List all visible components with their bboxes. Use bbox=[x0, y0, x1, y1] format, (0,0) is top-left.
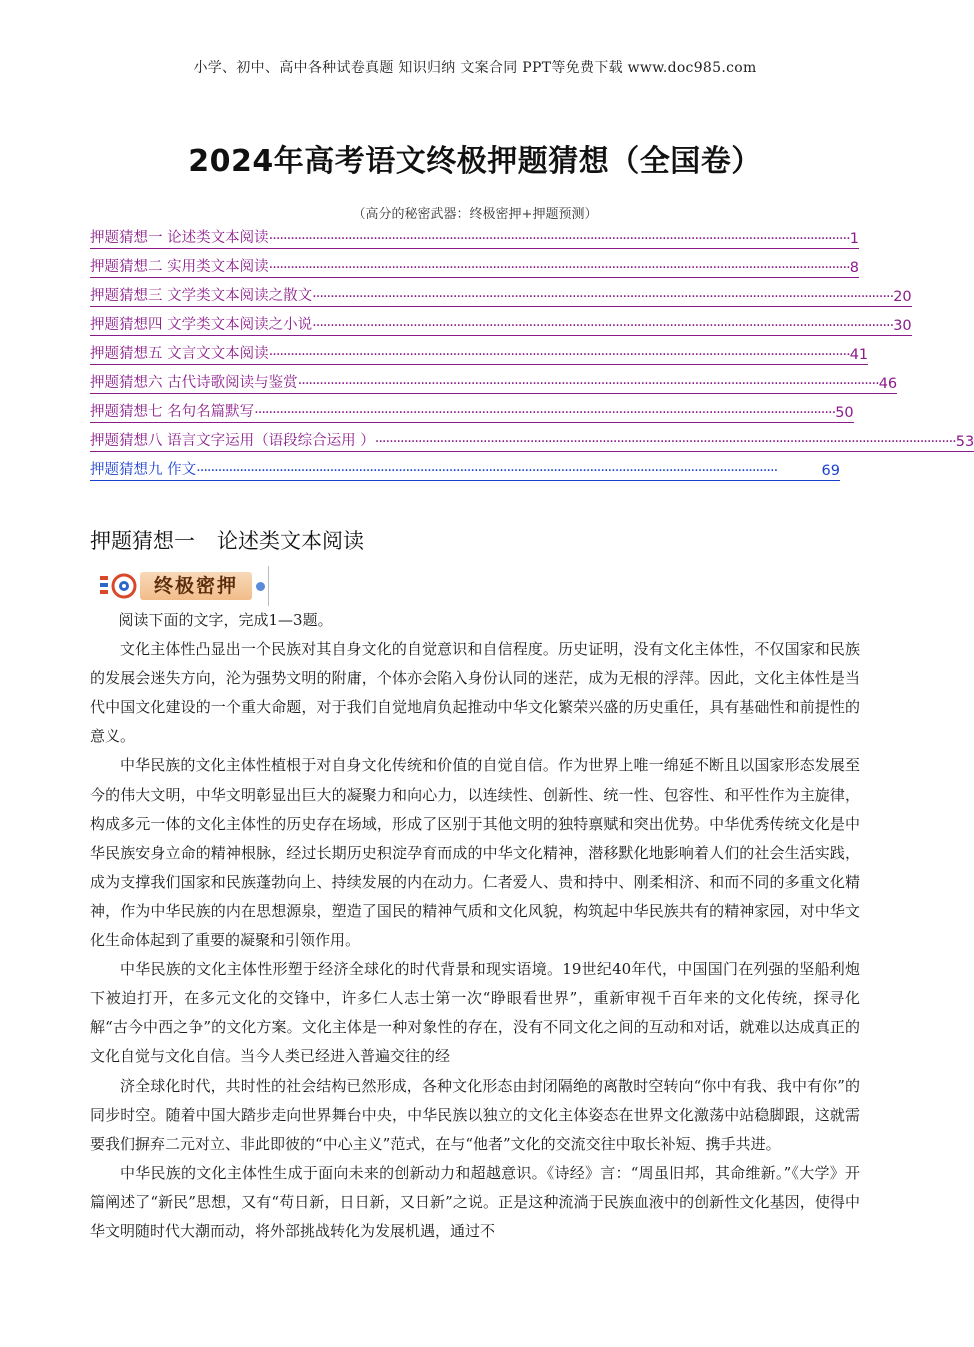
toc-item-page: 20 bbox=[893, 289, 912, 305]
passage-paragraph-3: 中华民族的文化主体性形塑于经济全球化的时代背景和现实语境。19世纪40年代，中国国门在列强的坚船利炮下被迫打开，在多元文化的交锋中，许多仁人志士第一次“睁眼看世界”，重新审视千百年来的文化传统，探寻化解“古今中西之争”的文化方案。文化主体是一种对象性的存在，没有不同文化之间的互动和对话，就难以达成真正的文化自觉与文化自信。当今人类已经进入普遍交往的经 bbox=[90, 960, 860, 1066]
page-title: 2024年高考语文终极押题猜想（全国卷） bbox=[188, 144, 762, 179]
passage-paragraph-5: 中华民族的文化主体性生成于面向未来的创新动力和超越意识。《诗经》言：“周虽旧邦，其命维新。”《大学》开篇阐述了“新民”思想，又有“苟日新，日日新，又日新”之说。正是这种流淌于民族血液中的创新性文化基因，使得中华文明随时代大潮而动，将外部挑战转化为发展机遇，通过不 bbox=[90, 1163, 860, 1240]
toc-item-9[interactable] bbox=[90, 452, 840, 481]
toc-item-page: 30 bbox=[893, 318, 912, 334]
toc-item-page: 46 bbox=[878, 376, 898, 392]
toc-item-7[interactable] bbox=[90, 394, 854, 423]
toc-item-1[interactable] bbox=[90, 220, 859, 249]
toc-leader: ································································································································································· bbox=[297, 376, 879, 392]
badge-dot bbox=[256, 582, 265, 591]
section-heading bbox=[90, 525, 364, 555]
badge-divider bbox=[268, 566, 269, 606]
toc-item-label: 押题猜想八 语言文字运用（语段综合运用 ） bbox=[90, 429, 375, 452]
toc-leader: ································································································································································· bbox=[268, 347, 850, 363]
toc-item-8[interactable] bbox=[90, 423, 974, 452]
toc-leader: ································································································································································· bbox=[268, 231, 850, 247]
toc-item-label: 押题猜想二 实用类文本阅读 bbox=[90, 255, 269, 278]
toc-leader: ································································································································································· bbox=[196, 463, 821, 481]
toc-item-page: 50 bbox=[835, 405, 854, 421]
passage-paragraph-2: 中华民族的文化主体性植根于对自身文化传统和价值的自觉自信。作为世界上唯一绵延不断且以国家形态发展至今的伟大文明，中华文明彰显出巨大的凝聚力和向心力，以连续性、创新性、统一性、包容性、和平性作为主旋律，构成多元一体的文化主体性的历史存在场域，形成了区别于其他文明的独特禀赋和突出优势。中华优秀传统文化是中华民族安身立命的精神根脉，经过长期历史积淀孕育而成的中华文化精神，潜移默化地影响着人们的社会生活实践，成为支撑我们国家和民族蓬勃向上、持续发展的内在动力。仁者爱人、贵和持中、刚柔相济、和而不同的多重文化精神，作为中华民族的内在思想源泉，塑造了国民的精神气质和文化风貌，构筑起中华民族共有的精神家园，对中华文化生命体起到了重要的凝聚和引领作用。 bbox=[90, 756, 860, 950]
toc-item-label: 押题猜想六 古代诗歌阅读与鉴赏 bbox=[90, 371, 298, 394]
toc-item-page: 8 bbox=[849, 260, 859, 276]
toc-leader: ································································································································································· bbox=[312, 318, 894, 334]
passage-paragraph-1: 文化主体性凸显出一个民族对其自身文化的自觉意识和自信程度。历史证明，没有文化主体性，不仅国家和民族的发展会迷失方向，沦为强势文明的附庸，个体亦会陷入身份认同的迷茫，成为无根的浮萍。因此，文化主体性是当代中国文化建设的一个重大命题，对于我们自觉地肩负起推动中华文化繁荣兴盛的历史重任，具有基础性和前提性的意义。 bbox=[90, 640, 860, 746]
toc-item-label: 押题猜想三 文学类文本阅读之散文 bbox=[90, 284, 312, 307]
toc-item-4[interactable] bbox=[90, 307, 912, 336]
toc-item-3[interactable] bbox=[90, 278, 912, 307]
toc-leader: ································································································································································· bbox=[268, 260, 850, 276]
page-header: 小学、初中、高中各种试卷真题 知识归纳 文案合同 PPT等免费下载 www.doc985.com bbox=[193, 60, 757, 76]
passage bbox=[90, 606, 860, 1246]
toc-item-page: 69 bbox=[821, 463, 840, 479]
target-icon bbox=[98, 570, 138, 602]
toc-item-label: 押题猜想七 名句名篇默写 bbox=[90, 400, 254, 423]
toc-item-label: 押题猜想一 论述类文本阅读 bbox=[90, 226, 269, 249]
badge-banner bbox=[96, 566, 268, 606]
page-subtitle: （高分的秘密武器：终极密押+押题预测） bbox=[352, 207, 598, 222]
toc-leader: ································································································································································· bbox=[374, 434, 956, 450]
toc-item-label: 押题猜想五 文言文文本阅读 bbox=[90, 342, 269, 365]
toc-item-5[interactable] bbox=[90, 336, 869, 365]
toc-item-2[interactable] bbox=[90, 249, 859, 278]
badge-label: 终极密押 bbox=[140, 572, 252, 600]
toc-item-6[interactable] bbox=[90, 365, 898, 394]
section-number: 押题猜想一 bbox=[90, 529, 195, 553]
toc-item-page: 41 bbox=[849, 347, 869, 363]
toc-item-page: 53 bbox=[955, 434, 974, 450]
toc-item-label: 押题猜想九 作文 bbox=[90, 458, 196, 481]
toc-item-label: 押题猜想四 文学类文本阅读之小说 bbox=[90, 313, 312, 336]
toc-leader: ································································································································································· bbox=[312, 289, 894, 305]
toc-item-page: 1 bbox=[849, 231, 859, 247]
passage-paragraph-4: 济全球化时代，共时性的社会结构已然形成，各种文化形态由封闭隔绝的离散时空转向“你中有我、我中有你”的同步时空。随着中国大踏步走向世界舞台中央，中华民族以独立的文化主体姿态在世界文化激荡中站稳脚跟，这就需要我们摒弃二元对立、非此即彼的“中心主义”范式，在与“他者”文化的交流交往中取长补短、携手共进。 bbox=[90, 1076, 860, 1153]
toc-leader: ································································································································································· bbox=[254, 405, 836, 421]
passage-intro: 阅读下面的文字，完成1—3题。 bbox=[118, 611, 333, 629]
section-title: 论述类文本阅读 bbox=[217, 529, 364, 553]
table-of-contents bbox=[90, 220, 974, 481]
